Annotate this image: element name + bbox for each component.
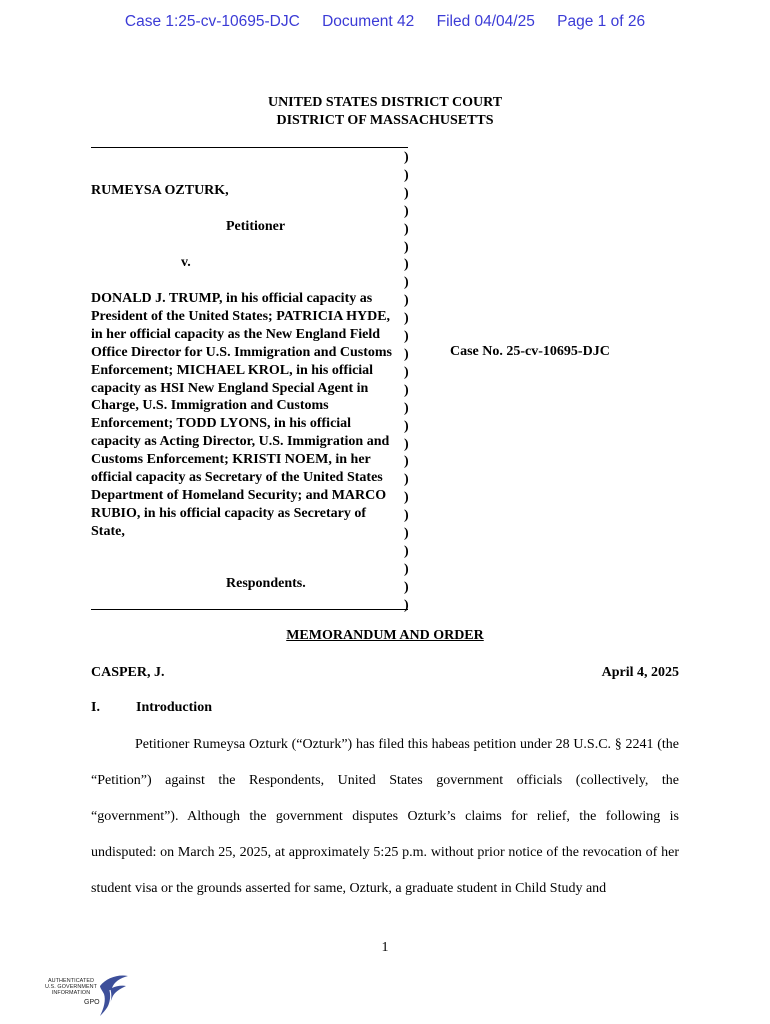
section-number: I. xyxy=(91,700,100,715)
caption-paren: ) xyxy=(404,472,409,488)
ecf-page-count: Page 1 of 26 xyxy=(557,13,646,30)
caption-paren: ) xyxy=(404,436,409,452)
caption-paren: ) xyxy=(404,329,409,345)
respondents-role: Respondents. xyxy=(226,576,306,591)
petitioner-role: Petitioner xyxy=(226,219,286,234)
caption-paren: ) xyxy=(404,346,409,362)
petitioner-name: RUMEYSA OZTURK, xyxy=(91,183,229,198)
section-heading: Introduction xyxy=(136,700,212,715)
gpo-logo-text: AUTHENTICATED U.S. GOVERNMENT INFORMATION xyxy=(44,978,98,996)
court-heading xyxy=(0,94,770,130)
versus: v. xyxy=(181,255,191,270)
gpo-authenticated-logo xyxy=(40,972,132,1018)
eagle-icon xyxy=(96,972,130,1018)
caption-paren: ) xyxy=(404,400,409,416)
body-text: Petitioner Rumeysa Ozturk (“Ozturk”) has filed this habeas petition under 28 U.S.C. § 2241 (the “Petition”) against the Respondents, United States government officials (collectively, the “government”). Although the government disputes Ozturk’s claims for relief, the following is undisputed: on March 25, 2025, at approximately 5:25 p.m. without prior notice of the revocation of her student visa or the grounds asserted for same, Ozturk, a graduate student in Child Study and xyxy=(91,737,679,896)
caption-paren: ) xyxy=(404,597,409,613)
caption-paren: ) xyxy=(404,543,409,559)
caption-paren: ) xyxy=(404,454,409,470)
caption-paren: ) xyxy=(404,508,409,524)
caption-paren: ) xyxy=(404,382,409,398)
caption-paren: ) xyxy=(404,203,409,219)
caption-paren: ) xyxy=(404,364,409,380)
judge-name: CASPER, J. xyxy=(91,665,165,680)
caption-paren: ) xyxy=(404,418,409,434)
caption-bottom-rule xyxy=(91,609,408,610)
caption-top-rule xyxy=(91,147,408,148)
caption-paren: ) xyxy=(404,257,409,273)
order-date: April 4, 2025 xyxy=(601,665,679,680)
case-number: Case No. 25-cv-10695-DJC xyxy=(450,344,610,359)
caption-paren: ) xyxy=(404,561,409,577)
caption-paren-column xyxy=(404,149,418,615)
court-name: UNITED STATES DISTRICT COURT xyxy=(267,95,503,110)
respondents-list: DONALD J. TRUMP, in his official capacity as President of the United States; PATRICIA HYDE, in her official capacity as the New England Field Office Director for U.S. Immigration and Customs Enforcement; MICHAEL KROL, in his official capacity as HSI New England Special Agent in Charge, U.S. Immigration and Customs Enforcement; TODD LYONS, in his official capacity as Acting Director, U.S. Immigration and Customs Enforcement; KRISTI NOEM, in her official capacity as Secretary of the United States Department of Homeland Security; and MARCO RUBIO, in his official capacity as Secretary of State, xyxy=(91,291,392,539)
caption-paren: ) xyxy=(404,311,409,327)
ecf-filed-date: Filed 04/04/25 xyxy=(436,13,535,30)
ecf-document-number: Document 42 xyxy=(322,13,415,30)
court-district: DISTRICT OF MASSACHUSETTS xyxy=(276,113,494,128)
page-number: 1 xyxy=(381,940,389,955)
caption-paren: ) xyxy=(404,239,409,255)
caption-paren: ) xyxy=(404,150,409,165)
document-title: MEMORANDUM AND ORDER xyxy=(286,628,484,643)
caption-paren: ) xyxy=(404,526,409,542)
caption-paren: ) xyxy=(404,185,409,201)
caption-paren: ) xyxy=(404,275,409,291)
caption-paren: ) xyxy=(404,293,409,309)
caption-paren: ) xyxy=(404,490,409,506)
caption-paren: ) xyxy=(404,167,409,183)
caption-paren: ) xyxy=(404,579,409,595)
caption-paren: ) xyxy=(404,221,409,237)
gpo-mark: GPO xyxy=(84,999,100,1006)
ecf-header xyxy=(0,13,770,31)
ecf-case-number: Case 1:25-cv-10695-DJC xyxy=(124,13,300,30)
body-paragraph xyxy=(91,727,679,907)
